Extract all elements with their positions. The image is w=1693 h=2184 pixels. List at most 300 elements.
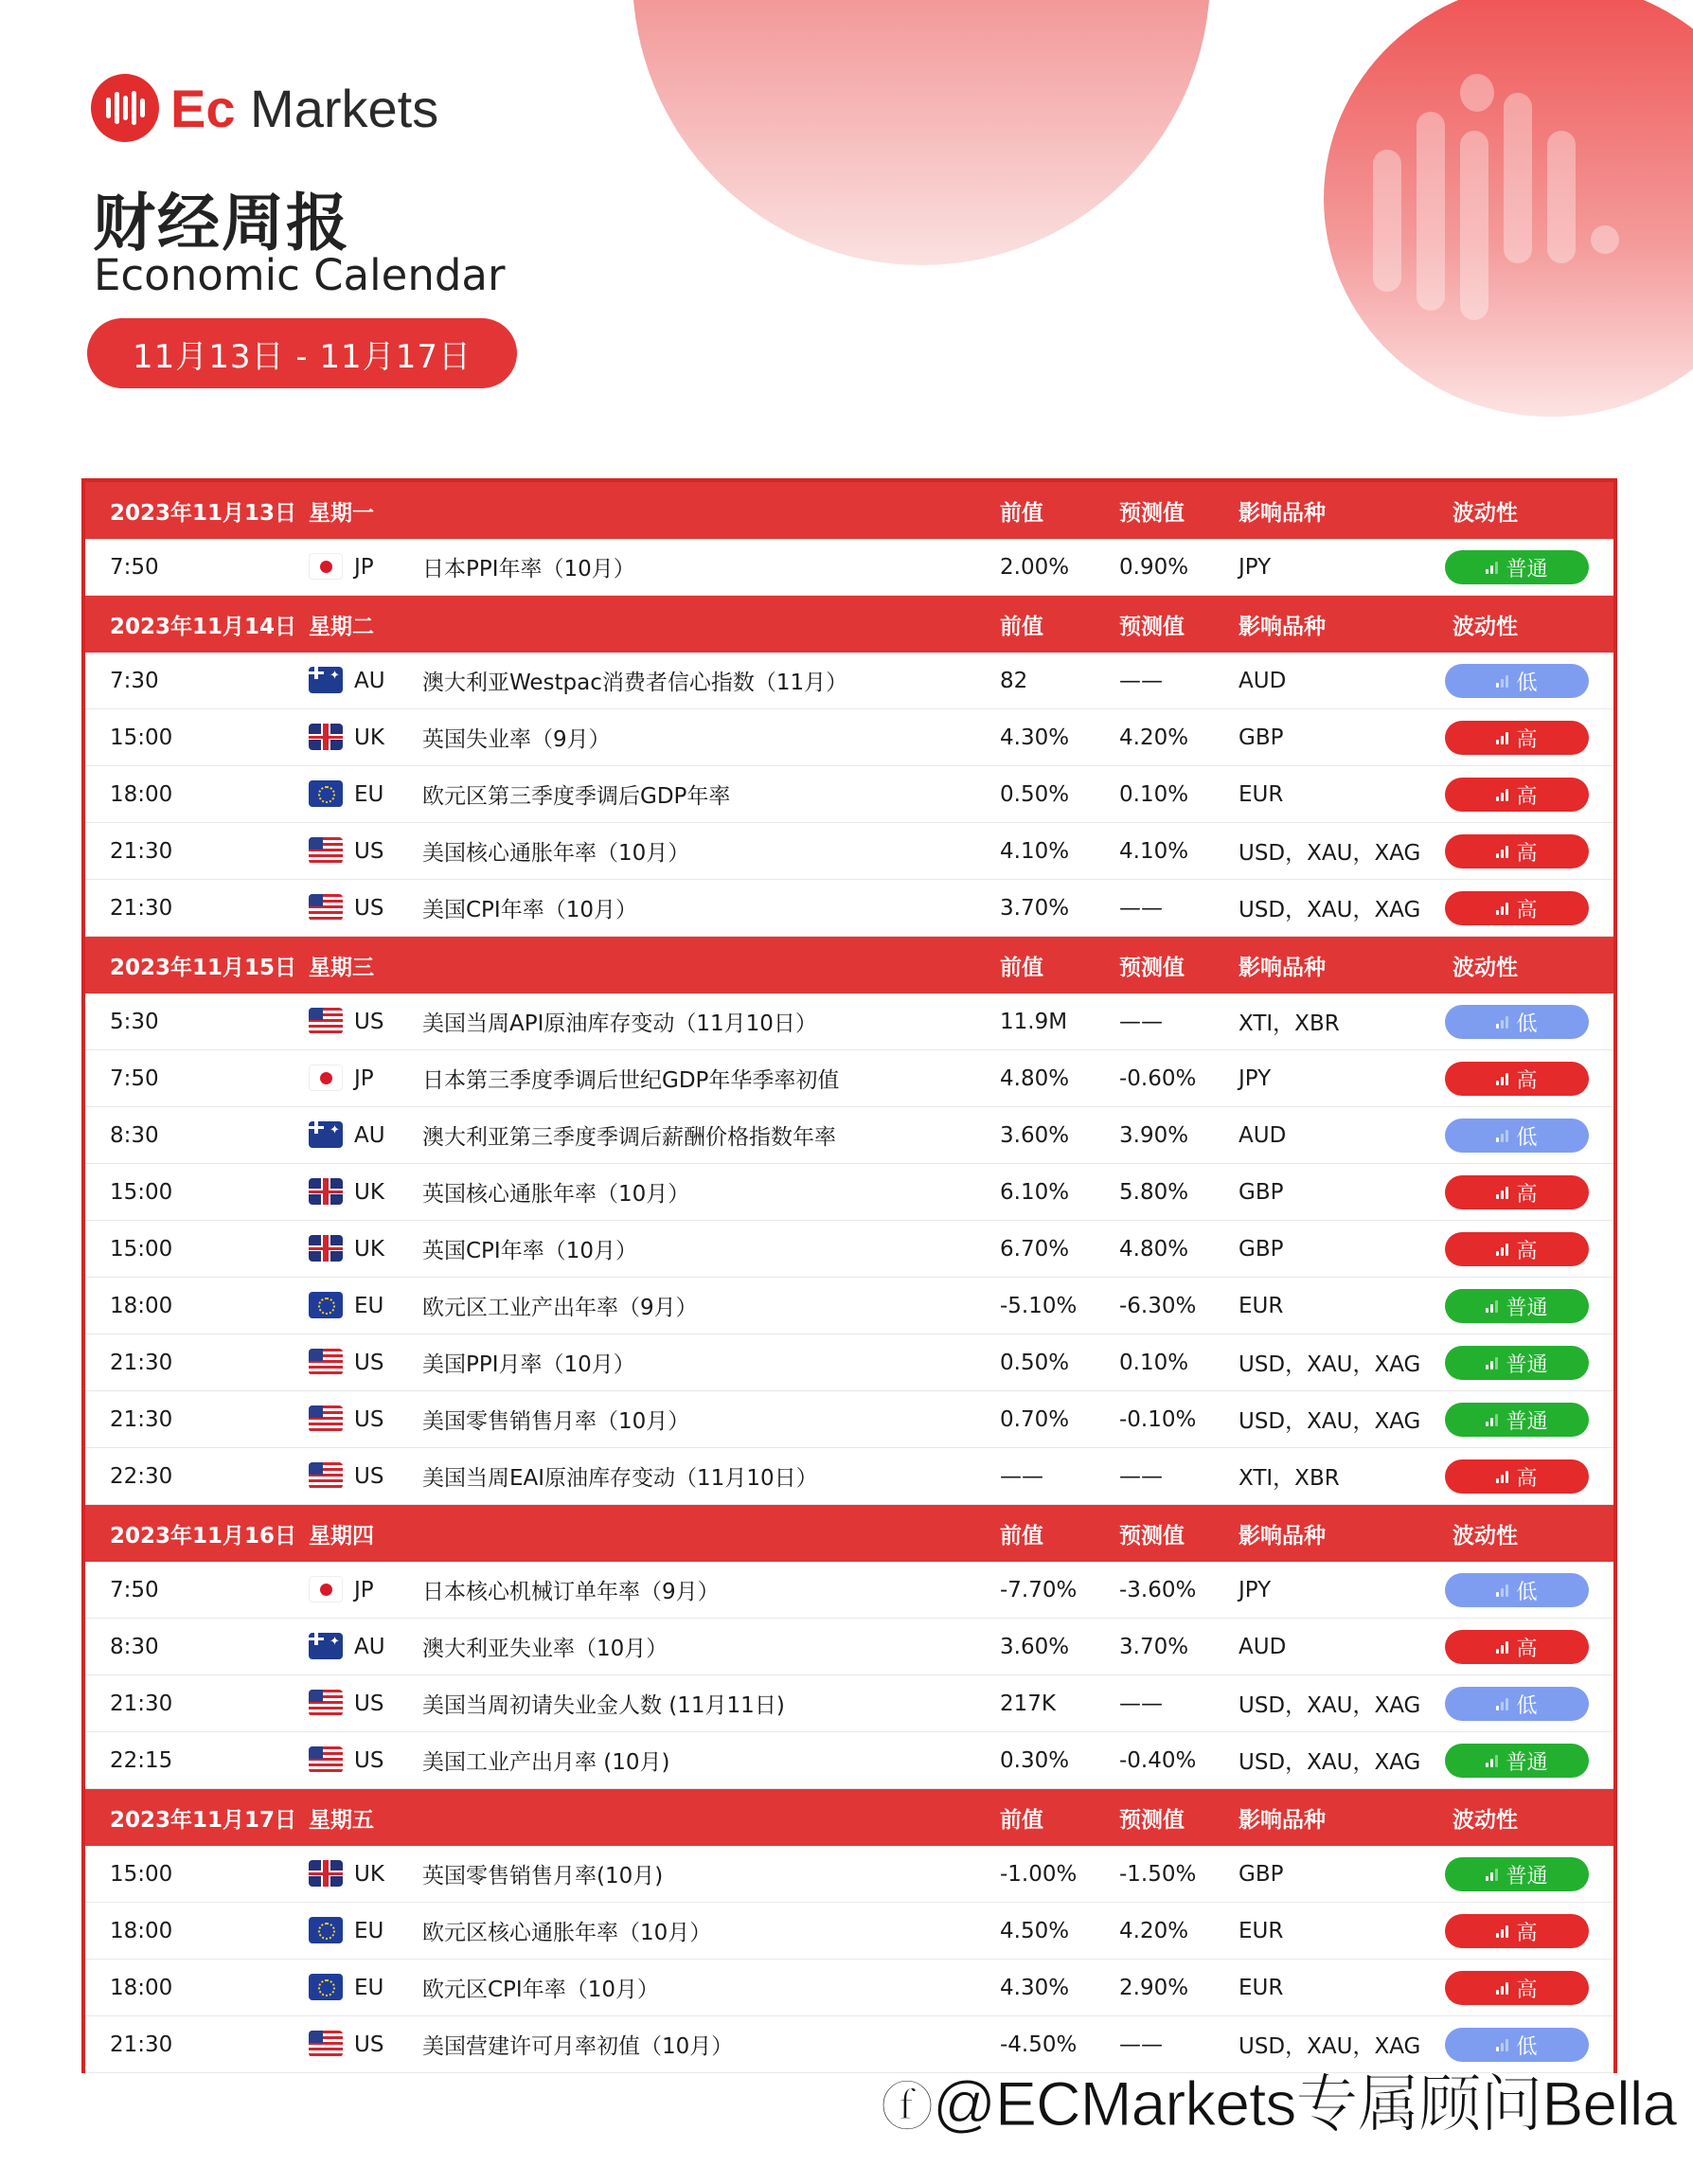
event-forecast-value: 4.80% [1119,1236,1189,1262]
flag-us-icon [309,1008,343,1034]
event-affected: USD，XAU，XAG [1239,1352,1421,1377]
event-time: 18:00 [110,781,173,807]
event-time: 8:30 [110,1634,159,1659]
event-prev-value: 4.50% [1000,1918,1070,1943]
flag-us-icon [309,1405,343,1432]
event-time: 8:30 [110,1122,159,1148]
signal-bar [1501,1929,1504,1938]
volatility-badge [1445,550,1589,584]
signal-bar [1501,1645,1504,1654]
volatility-badge [1445,834,1589,868]
decorative-logo-bars [1373,74,1619,339]
header-volatility: 波动性 [1452,614,1518,639]
signal-bar [1486,1308,1488,1313]
event-time: 15:00 [110,1236,173,1262]
event-name: 美国当周API原油库存变动（11月10日） [422,1011,817,1036]
event-affected: XTI，XBR [1239,1466,1340,1491]
signal-bars-icon [1486,1868,1498,1881]
flag-us-icon [309,837,343,864]
event-time: 22:30 [110,1463,173,1489]
signal-bar [1496,1933,1499,1938]
event-row [85,1221,1613,1278]
event-time: 7:30 [110,668,159,693]
event-country: US [354,1463,384,1489]
event-country: EU [354,1975,384,2000]
event-forecast-value: 0.90% [1119,554,1189,580]
flag-shape [309,1860,343,1887]
event-forecast-value: —— [1119,1463,1163,1489]
volatility-label: 高 [1516,1182,1538,1207]
signal-bar [1506,903,1508,915]
volatility-label: 低 [1516,1011,1538,1036]
day-header-row [85,937,1613,994]
signal-bars-icon [1486,1356,1498,1369]
header-prev: 前值 [1000,955,1043,980]
header-prev: 前值 [1000,1807,1043,1833]
event-forecast-value: —— [1119,895,1163,921]
flag-jp-icon [309,1065,343,1091]
event-affected: JPY [1239,1065,1272,1091]
event-affected: USD，XAU，XAG [1239,1750,1421,1775]
signal-bar [1501,736,1504,744]
signal-bar [1495,562,1498,574]
day-header-row [85,1505,1613,1562]
event-affected: USD，XAU，XAG [1239,2034,1421,2059]
signal-bar [1506,846,1508,858]
volatility-badge [1445,1630,1589,1664]
signal-bar [1496,1592,1499,1597]
volatility-badge [1445,1062,1589,1096]
signal-bar [1486,1365,1488,1369]
event-prev-value: 6.10% [1000,1179,1070,1205]
signal-bar [1506,1130,1508,1142]
volatility-label: 高 [1516,1921,1538,1945]
day-weekday: 星期三 [309,955,374,980]
flag-shape [309,1178,343,1205]
volatility-label: 低 [1516,1125,1538,1150]
event-affected: GBP [1239,1861,1284,1887]
event-row [85,1391,1613,1448]
volatility-badge [1445,721,1589,755]
event-forecast-value: —— [1119,668,1163,693]
signal-bar [1506,1698,1508,1710]
event-row [85,1107,1613,1164]
volatility-badge [1445,1403,1589,1437]
signal-bar [1506,732,1508,744]
brand-logo [91,74,438,142]
flag-stripe [309,1247,343,1250]
event-time: 18:00 [110,1975,173,2000]
signal-bars-icon [1496,1924,1508,1938]
event-prev-value: 4.80% [1000,1065,1070,1091]
event-row [85,653,1613,709]
event-forecast-value: 0.10% [1119,1350,1189,1375]
signal-bar [1496,1024,1499,1029]
flag-us-icon [309,1746,343,1773]
event-row [85,880,1613,937]
event-name: 美国营建许可月率初值（10月） [422,2034,734,2059]
flag-shape [309,1917,343,1943]
event-name: 美国核心通胀年率（10月） [422,841,690,866]
event-prev-value: -5.10% [1000,1293,1078,1318]
signal-bar [1506,789,1508,801]
economic-calendar-table [81,478,1617,2073]
flag-shape [309,1292,343,1318]
signal-bar [1496,1478,1499,1483]
signal-bar [1490,1872,1493,1881]
flag-eu-icon [309,1292,343,1318]
event-prev-value: 3.70% [1000,895,1070,921]
event-prev-value: 0.30% [1000,1747,1070,1773]
event-country: US [354,2032,384,2057]
ec-markets-logo-icon [91,74,159,142]
event-forecast-value: 4.20% [1119,1918,1189,1943]
event-name: 美国PPI月率（10月） [422,1352,635,1377]
signal-bar [1501,679,1504,688]
signal-bar [1496,740,1499,744]
day-date: 2023年11月16日 [110,1523,297,1548]
signal-bar [1506,1471,1508,1483]
event-name: 澳大利亚失业率（10月） [422,1637,668,1661]
event-forecast-value: —— [1119,2032,1163,2057]
event-affected: JPY [1239,554,1272,580]
event-prev-value: 3.60% [1000,1634,1070,1659]
event-time: 15:00 [110,1861,173,1887]
event-affected: GBP [1239,1179,1284,1205]
event-affected: USD，XAU，XAG [1239,841,1421,866]
signal-bar [1501,1077,1504,1085]
event-country: UK [354,1179,384,1205]
event-time: 21:30 [110,838,173,864]
volatility-badge [1445,1119,1589,1153]
signal-bar [1490,1759,1493,1767]
header-affected: 影响品种 [1239,1523,1326,1548]
signal-bar [1495,1755,1498,1767]
event-affected: USD，XAU，XAG [1239,1693,1421,1718]
event-name: 欧元区工业产出年率（9月） [422,1296,698,1320]
signal-bar [1496,1706,1499,1710]
event-country: UK [354,725,384,750]
flag-shape [309,724,343,750]
flag-jp-icon [309,1576,343,1602]
header-affected: 影响品种 [1239,955,1326,980]
event-prev-value: 217K [1000,1691,1056,1716]
header-forecast: 预测值 [1119,1807,1185,1833]
signal-bar [1506,675,1508,688]
watermark [881,2053,1676,2143]
signal-bar [1501,1134,1504,1142]
flag-uk-icon [309,1860,343,1887]
header-volatility: 波动性 [1452,1523,1518,1548]
event-time: 7:50 [110,1065,159,1091]
event-forecast-value: 2.90% [1119,1975,1189,2000]
signal-bar [1501,1702,1504,1710]
header-prev: 前值 [1000,614,1043,639]
volatility-badge [1445,1914,1589,1948]
event-forecast-value: -0.40% [1119,1747,1197,1773]
flag-shape [309,1349,343,1375]
signal-bar [1486,1876,1488,1881]
event-row [85,709,1613,766]
weibo-logo-icon: ⓕ [881,2077,933,2137]
signal-bars-icon [1496,1981,1508,1995]
event-row [85,1562,1613,1619]
event-name: 英国失业率（9月） [422,727,611,752]
event-prev-value: -7.70% [1000,1577,1078,1602]
flag-stripe [309,1872,343,1875]
header-forecast: 预测值 [1119,614,1185,639]
flag-stripe [309,736,343,739]
day-header-row [85,596,1613,653]
flag-au-icon [309,667,343,693]
event-name: 美国当周EAI原油库存变动（11月10日） [422,1466,818,1491]
signal-bars-icon [1496,1470,1508,1483]
signal-bar [1501,1247,1504,1256]
signal-bar [1486,1422,1488,1426]
volatility-label: 高 [1516,898,1538,922]
signal-bar [1486,1763,1488,1767]
event-forecast-value: -3.60% [1119,1577,1197,1602]
day-header-row [85,1789,1613,1846]
signal-bar [1490,1304,1493,1313]
signal-bars-icon [1486,1754,1498,1767]
event-row [85,1732,1613,1789]
signal-bar [1490,1418,1493,1426]
volatility-badge [1445,1573,1589,1607]
volatility-badge [1445,1857,1589,1891]
event-row [85,994,1613,1050]
signal-bars-icon [1496,1072,1508,1085]
signal-bar [1496,1649,1499,1654]
volatility-badge [1445,1232,1589,1266]
flag-stripe [309,1190,343,1193]
flag-us-icon [309,1690,343,1716]
day-weekday: 星期五 [309,1807,374,1833]
event-country: EU [354,781,384,807]
brand-ec: Ec [170,78,236,138]
flag-shape [309,894,343,921]
flag-jp-icon [309,553,343,580]
signal-bar [1501,1986,1504,1995]
event-row [85,1619,1613,1675]
event-time: 18:00 [110,1293,173,1318]
event-name: 澳大利亚第三季度季调后薪酬价格指数年率 [422,1125,836,1150]
flag-uk-icon [309,1235,343,1262]
event-forecast-value: 0.10% [1119,781,1189,807]
event-prev-value: 4.10% [1000,838,1070,864]
flag-us-icon [309,894,343,921]
signal-bar [1496,1990,1499,1995]
volatility-badge [1445,1346,1589,1380]
event-time: 21:30 [110,2032,173,2057]
event-row [85,1675,1613,1732]
volatility-label: 高 [1516,784,1538,809]
volatility-badge [1445,1175,1589,1209]
event-country: AU [354,1122,385,1148]
event-affected: GBP [1239,1236,1284,1262]
event-country: AU [354,1634,385,1659]
event-time: 5:30 [110,1009,159,1034]
signal-bars-icon [1496,2038,1508,2051]
volatility-badge [1445,1971,1589,2005]
event-name: 美国工业产出月率 (10月) [422,1750,670,1775]
event-country: EU [354,1918,384,1943]
flag-us-icon [309,1349,343,1375]
volatility-badge [1445,1459,1589,1494]
signal-bar [1496,1137,1499,1142]
event-country: US [354,1747,384,1773]
signal-bar [1501,1190,1504,1199]
volatility-label: 高 [1516,727,1538,752]
flag-shape [309,1746,343,1773]
event-affected: XTI，XBR [1239,1011,1340,1036]
event-affected: AUD [1239,1634,1287,1659]
volatility-label: 普通 [1506,1296,1548,1320]
volatility-label: 高 [1516,1637,1538,1661]
signal-bar [1490,1361,1493,1369]
event-time: 22:15 [110,1747,173,1773]
event-name: 英国零售销售月率(10月) [422,1864,664,1889]
flag-shape [309,1065,343,1091]
signal-bars-icon [1486,1413,1498,1426]
event-name: 澳大利亚Westpac消费者信心指数（11月） [422,671,848,695]
event-prev-value: 11.9M [1000,1009,1068,1034]
event-country: US [354,895,384,921]
volatility-label: 普通 [1506,1864,1548,1889]
event-forecast-value: 4.10% [1119,838,1189,864]
event-prev-value: 4.30% [1000,1975,1070,2000]
event-time: 7:50 [110,1577,159,1602]
event-time: 18:00 [110,1918,173,1943]
event-affected: USD，XAU，XAG [1239,898,1421,922]
event-country: EU [354,1293,384,1318]
event-forecast-value: 4.20% [1119,725,1189,750]
header-forecast: 预测值 [1119,955,1185,980]
brand-name [170,78,438,139]
volatility-label: 低 [1516,2034,1538,2059]
flag-shape [309,2031,343,2057]
volatility-label: 普通 [1506,557,1548,582]
volatility-label: 低 [1516,671,1538,695]
day-date: 2023年11月17日 [110,1807,297,1833]
event-row [85,539,1613,596]
event-forecast-value: 5.80% [1119,1179,1189,1205]
event-country: JP [354,1577,374,1602]
event-name: 欧元区核心通胀年率（10月） [422,1921,712,1945]
event-prev-value: 4.30% [1000,725,1070,750]
event-prev-value: 0.50% [1000,1350,1070,1375]
event-row [85,1448,1613,1505]
event-country: JP [354,1065,374,1091]
event-prev-value: 0.50% [1000,781,1070,807]
signal-bars-icon [1496,1584,1508,1597]
event-forecast-value: —— [1119,1691,1163,1716]
flag-shape [309,1690,343,1716]
signal-bar [1496,1081,1499,1085]
volatility-label: 普通 [1506,1352,1548,1377]
day-date: 2023年11月15日 [110,955,297,980]
signal-bar [1506,1584,1508,1597]
event-prev-value: —— [1000,1463,1043,1489]
event-time: 15:00 [110,1179,173,1205]
volatility-label: 低 [1516,1693,1538,1718]
header-volatility: 波动性 [1452,1807,1518,1833]
signal-bar [1501,793,1504,801]
header-volatility: 波动性 [1452,955,1518,980]
day-weekday: 星期四 [309,1523,374,1548]
flag-au-icon [309,1121,343,1148]
event-country: AU [354,668,385,693]
volatility-badge [1445,1289,1589,1323]
event-name: 英国CPI年率（10月） [422,1239,637,1263]
event-affected: EUR [1239,1975,1284,2000]
signal-bar [1501,2043,1504,2051]
flag-shape [309,667,343,693]
signal-bar [1496,797,1499,801]
signal-bar [1486,569,1488,574]
page-title-en: Economic Calendar [94,250,506,300]
event-country: US [354,1406,384,1432]
page-title-cn: 财经周报 [93,187,350,260]
event-name: 美国零售销售月率（10月） [422,1409,690,1434]
signal-bars-icon [1496,1243,1508,1256]
header-prev: 前值 [1000,500,1043,526]
event-prev-value: 3.60% [1000,1122,1070,1148]
flag-shape [309,1121,343,1148]
flag-shape [309,1462,343,1489]
day-weekday: 星期一 [309,500,374,526]
flag-shape [309,1974,343,2000]
signal-bars-icon [1496,731,1508,744]
event-prev-value: -1.00% [1000,1861,1078,1887]
event-name: 日本PPI年率（10月） [422,557,635,582]
event-prev-value: -4.50% [1000,2032,1078,2057]
event-row [85,1050,1613,1107]
event-country: UK [354,1236,384,1262]
event-row [85,1903,1613,1960]
signal-bars-icon [1496,1129,1508,1142]
header-affected: 影响品种 [1239,500,1326,526]
volatility-badge [1445,891,1589,925]
flag-shape [309,837,343,864]
date-range-badge: 11月13日 - 11月17日 [87,318,517,388]
volatility-label: 高 [1516,1466,1538,1491]
event-time: 21:30 [110,1350,173,1375]
event-name: 美国CPI年率（10月） [422,898,637,922]
event-affected: EUR [1239,1918,1284,1943]
signal-bar [1506,1187,1508,1199]
signal-bar [1506,1244,1508,1256]
volatility-badge [1445,1687,1589,1721]
flag-shape [309,1633,343,1659]
event-row [85,1334,1613,1391]
header-volatility: 波动性 [1452,500,1518,526]
volatility-label: 高 [1516,841,1538,866]
event-time: 21:30 [110,1691,173,1716]
flag-au-icon [309,1633,343,1659]
signal-bars-icon [1496,1640,1508,1654]
flag-eu-icon [309,1917,343,1943]
volatility-badge [1445,664,1589,698]
event-forecast-value: -0.10% [1119,1406,1197,1432]
signal-bar [1506,1073,1508,1085]
event-prev-value: 2.00% [1000,554,1070,580]
volatility-label: 高 [1516,1068,1538,1093]
signal-bar [1501,1020,1504,1029]
event-affected: AUD [1239,1122,1287,1148]
event-forecast-value: 3.70% [1119,1634,1189,1659]
event-country: US [354,838,384,864]
